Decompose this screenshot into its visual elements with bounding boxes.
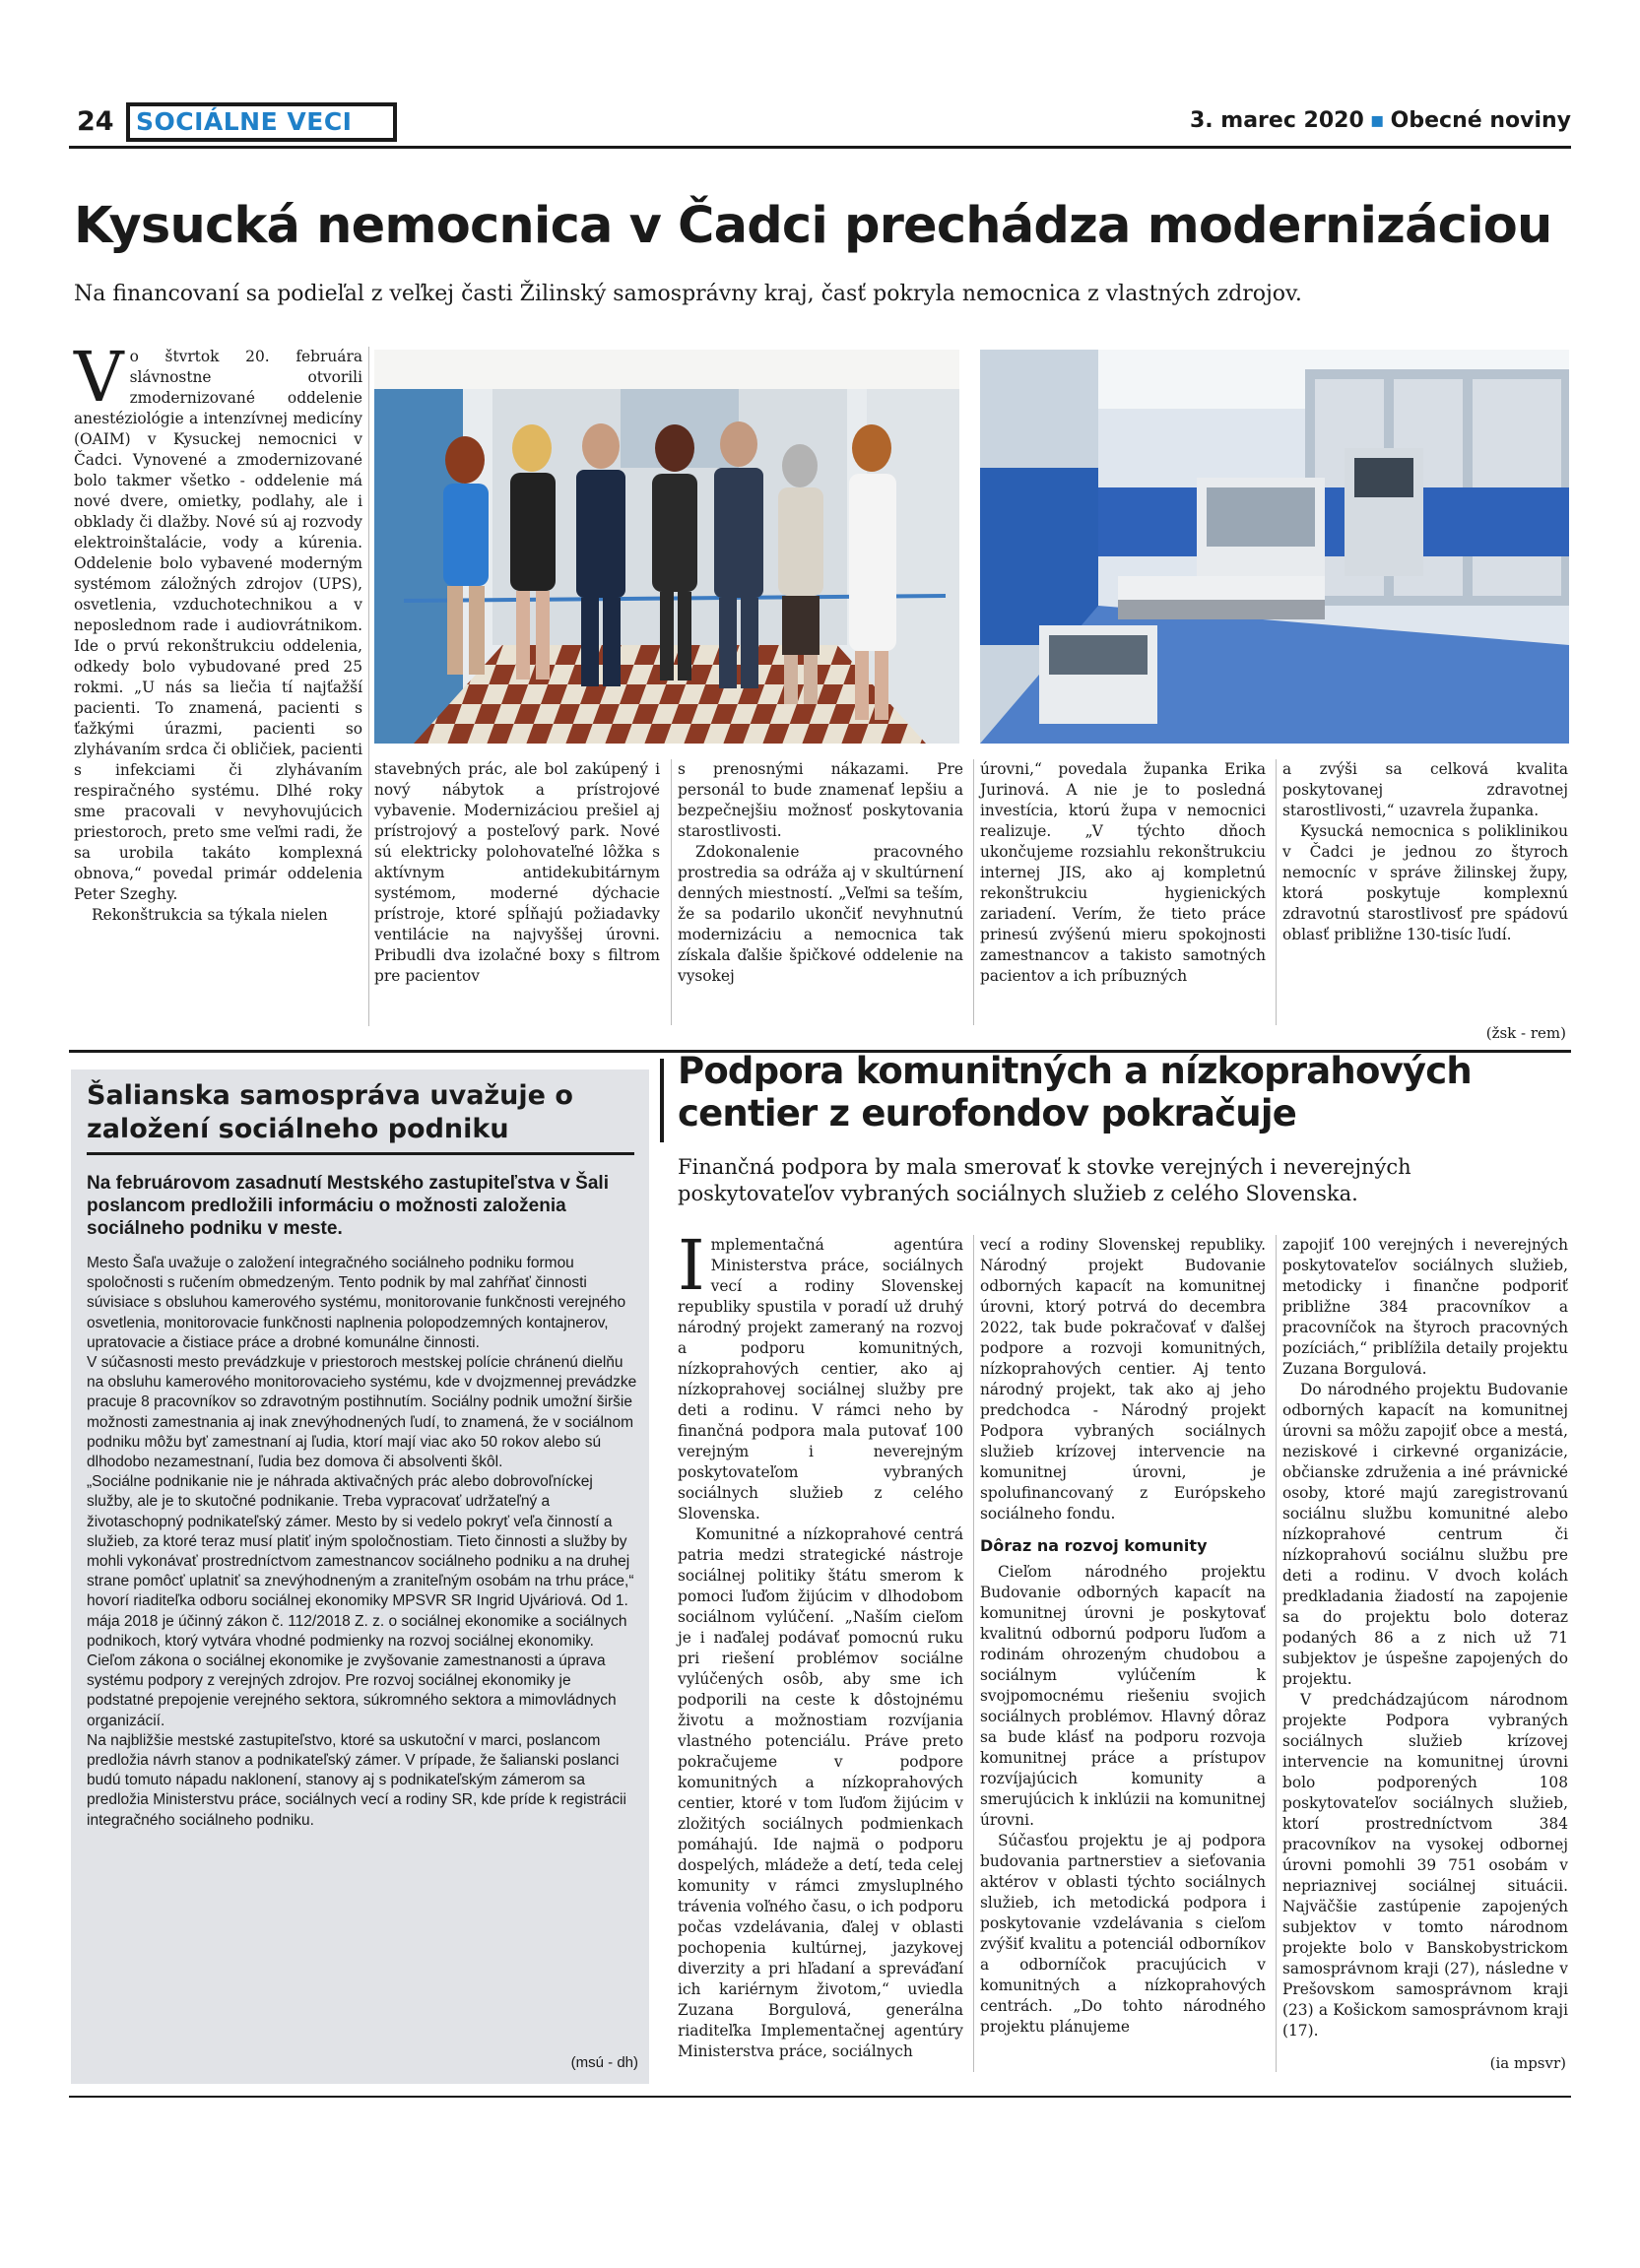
article2-paragraph: V predchádzajúcom národnom projekte Podpora vybraných sociálnych služieb krízovej intervencie na komunitnej úrovni bolo podporených 108 poskytovateľov sociálnych služieb, ktorí prostredníctvom 384 pracovníkov na vysokej odbornej úrovni pomohli 39 751 osobám v nepriaznivej sociálnej situácii. Najväčšie zastúpenie zapojených subjektov v tomto národnom projekte bolo v Banskobystrickom samosprávnom kraji (27), následne v Prešovskom samosprávnom kraji (23) a Košickom samosprávnom kraji (17). (1282, 1691, 1568, 2040)
article1-paragraph: o štvrtok 20. februára slávnostne otvorili zmodernizované oddelenie anestéziológie a intenzívnej medicíny (OAIM) v Kysuckej nemocnici v Čadci. Vynovené a zmodernizované bolo takmer všetko - oddelenie má nové dvere, omietky, podlahy, ale i obklady či dlažby. Nové sú aj rozvody elektroinštalácie, vody a kúrenia. Oddelenie bolo vybavené moderným systémom záložných zdrojov (UPS), osvetlenia, vzduchotechnikou a v neposlednom rade i audiovrátnikom. Ide o prvú rekonštrukciu oddelenia, odkedy bolo vybudované pred 25 rokmi. „U nás sa liečia tí najťažší pacienti. To znamená, pacienti s ťažkými úrazmi, pacienti so zlyhávaním srdca či obličiek, pacienti s infekciami či zlyhávaním respiračného systému. Dlhé roky sme pracovali v nevyhovujúcich priestoroch, preto sme veľmi radi, že sa urobila takáto komplexná obnova,“ povedal primár oddelenia Peter Szeghy. (74, 348, 362, 903)
article1-paragraph: Rekonštrukcia sa týkala nielen (92, 906, 328, 924)
article1-paragraph: a zvýši sa celková kvalita poskytovanej zdravotnej starostlivosti,“ uzavrela županka. (1282, 760, 1568, 819)
article2-signature: (ia mpsvr) (1489, 2054, 1566, 2072)
box-article-title: Šalianska samospráva uvažuje o založení sociálneho podniku (87, 1080, 573, 1144)
article2-paragraph: mplementačná agentúra Ministerstva práce, sociálnych vecí a rodiny Slovenskej republiky spustila v poradí už druhý národný projekt zameraný na rozvoj a podporu komunitných, nízkoprahových centier, ako aj nízkoprahovej sociálnej služby pre deti a rodinu. V rámci neho by finančná podpora mala putovať 100 verejným i neverejným poskytovateľom vybraných sociálnych služieb z celého Slovenska. (678, 1236, 963, 1523)
issue-date: 3. marec 2020 (1189, 108, 1364, 133)
article2-column-3 (1282, 1235, 1568, 2041)
article1-paragraph: s prenosnými nákazami. Pre personál to bude znamenať lepšiu a bezpečnejšiu možnosť poskytovania starostlivosti. (678, 760, 963, 840)
page-number: 24 (77, 106, 114, 137)
article2-column-2 (980, 1235, 1266, 2038)
title-accent-bar (660, 1059, 664, 1142)
column-divider (671, 759, 672, 1025)
article1-column-4 (980, 759, 1266, 987)
article2-paragraph: vecí a rodiny Slovenskej republiky. Národný projekt Budovanie odborných kapacít na komunitnej úrovni, ktorý potrvá do decembra 2022, tak bude pokračovať v ďalšej podpore a rozvoji komunitných, nízkoprahových centier. Aj tento národný projekt, tak ako aj jeho predchodca - Národný projekt Podpora vybraných sociálnych služieb krízovej intervencie na komunitnej úrovni, je spolufinancovaný z Európskeho sociálneho fondu. (980, 1236, 1266, 1523)
article1-column-2 (374, 759, 660, 987)
article2-subtitle: Finančná podpora by mala smerovať k stovke verejných i neverejných poskytovateľov vybraných sociálnych služieb z celého Slovenska. (678, 1155, 1411, 1205)
box-paragraph: V súčasnosti mesto prevádzkuje v priestoroch mestskej polície chránenú dielňu na obsluhu kamerového monitorovacieho systému, kde v dvojzmennej prevádzke pracuje 8 pracovníkov so zdravotným postihnutím. Sociálny podnik umožní širšie možnosti zamestnania aj inak znevýhodnených ľudí, to znamená, že v sociálnom podniku môžu byť zamestnaní aj ľudia, ktorí mají viac ako 50 rokov alebo sú dlhodobo nezamestnaní, ľudia bez domova či absolventi škôl. (87, 1354, 637, 1471)
article2-column-1 (678, 1225, 963, 2062)
column-divider (1276, 759, 1277, 1025)
header-rule (69, 146, 1571, 149)
publication-name: Obecné noviny (1390, 108, 1571, 133)
box-title-rule (87, 1152, 634, 1155)
issue-info (1190, 108, 1571, 133)
article1-paragraph: Kysucká nemocnica s poliklinikou v Čadci je jednou zo štyroch nemocníc v správe žilinskej župy, ktorá poskytuje komplexnú zdravotnú starostlivosť pre spádovú oblasť približne 130-tisíc ľudí. (1282, 822, 1568, 943)
bottom-rule (69, 2096, 1571, 2098)
hospital-room-photo (980, 350, 1569, 744)
box-article-lead: Na februárovom zasadnutí Mestského zastupiteľstva v Šali poslancom predložili informáciu o možnosti založenia sociálneho podniku v meste. (87, 1173, 609, 1239)
article1-title: Kysucká nemocnica v Čadci prechádza modernizáciou (74, 197, 1552, 255)
column-divider (1276, 1235, 1277, 2072)
article2-paragraph: Komunitné a nízkoprahové centrá patria medzi strategické nástroje sociálnej politiky štátu smerom k pomoci ľuďom žijúcim v dlhodobom sociálnom vylúčení. „Naším cieľom je i naďalej podávať pomocnú ruku pri riešení problémov sociálne vylúčených osôb, aby sme ich podporili na ceste k dôstojnému životu a možnostiam rozvíjania vlastného potenciálu. Práve preto pokračujeme v podpore komunitných a nízkoprahových centier, ktoré v tom ľuďom žijúcim v zložitých sociálnych podmienkach pomáhajú. Ide najmä o podporu dospelých, mládeže a detí, teda celej komunity v rámci zmysluplného trávenia voľného času, o ich podporu počas vzdelávania, ďalej v oblasti pochopenia kultúrnej, jazykovej diverzity a pri hľadaní a spreváďaní ich kariérnym životom,“ uviedla Zuzana Borgulová, generálna riaditeľka Implementačnej agentúry Ministerstva práce, sociálnych (678, 1525, 963, 2060)
article1-signature: (žsk - rem) (1485, 1024, 1566, 1042)
article2-paragraph: Súčasťou projektu je aj podpora budovania partnerstiev a sieťovania aktérov v oblasti týchto sociálnych služieb, ich metodická podpora i poskytovanie vzdelávania s cieľom zvýšiť kvalitu a potenciál odborníkov a odborníčok pracujúcich v komunitných a nízkoprahových centrách. „Do tohto národného projektu plánujeme (980, 1832, 1266, 2036)
box-paragraph: „Sociálne podnikanie nie je náhrada aktivačných prác alebo dobrovoľníckej služby, ale je to skutočné podnikanie. Treba vypracovať udržateľný a životaschopný podnikateľský zámer. Mesto by si vedelo pokryť veľa činností a služieb, za ktoré teraz musí platiť iným spoločnostiam. Tieto činnosti a služby by mohli vykonávať prostredníctvom zamestnancov sociálneho podniku a na druhej strane pomôcť uplatniť sa znevýhodneným a zraniteľným osobám na trhu práce,“ hovorí riaditeľka odboru sociálnej ekonomiky MPSVR SR Ingrid Ujváriová. Od 1. mája 2018 je účinný zákon č. 112/2018 Z. z. o sociálnej ekonomike a sociálnych podnikoch, ktorý vytvára vhodné podmienky na rozvoj sociálnej ekonomiky. Cieľom zákona o sociálnej ekonomike je zvyšovanie zamestnanosti a úprava systému podpory z verejných zdrojov. Pre rozvoj sociálnej ekonomiky je podstatné prepojenie verejného sektora, súkromného sektora a mimovládnych organizácií. (87, 1473, 634, 1729)
article1-column-3 (678, 759, 963, 987)
drop-cap: V (74, 337, 124, 418)
ribbon-cutting-photo (374, 350, 959, 744)
separator-dot: ▪ (1369, 108, 1385, 133)
box-article-signature: (msú - dh) (570, 2054, 638, 2071)
article1-paragraph: stavebných prác, ale bol zakúpený i nový nábytok a prístrojové vybavenie. Modernizáciou prešiel aj prístrojový a posteľový park. Nové sú elektricky polohovateľné lôžka s aktívnym antidekubitárnym systémom, moderné dýchacie prístroje, ktoré spĺňajú požiadavky ventilácie na najvyššej úrovni. Pribudli dva izolačné boxy s filtrom pre pacientov (374, 760, 660, 985)
box-article-body (87, 1254, 640, 1831)
box-paragraph: Na najbližšie mestské zastupiteľstvo, ktoré sa uskutoční v marci, poslancom predložia návrh stanov a podnikateľský zámer. V prípade, že šalianski poslanci budú tomuto nápadu naklonení, stanovy aj s podnikateľským zámerom sa predložia Ministerstvu práce, sociálnych vecí a rodiny SR, kde príde k registrácii integračného sociálneho podniku. (87, 1731, 626, 1829)
article1-column-5 (1282, 759, 1568, 945)
article1-paragraph: úrovni,“ povedala županka Erika Jurinová. A nie je to posledná investícia, ktorú župa v nemocnici realizuje. „V týchto dňoch ukončujeme rozsiahlu rekonštrukciu internej JIS, ako aj kompletnú rekonštrukciu hygienických zariadení. Verím, že tieto práce prinesú zvýšenú mieru spokojnosti zamestnancov a takisto samotných pacientov a ich príbuzných (980, 760, 1266, 985)
article1-column-1 (74, 337, 362, 926)
article1-paragraph: Zdokonalenie pracovného prostredia sa odráža aj v skultúrnení denných miestností. „Veľmi sa teším, že sa podarilo ukončiť nevyhnutnú modernizáciu a nemocnica tak získala ďalšie špičkové oddelenie na vysokej (678, 843, 963, 985)
article2-title: Podpora komunitných a nízkoprahových centier z eurofondov pokračuje (678, 1050, 1472, 1134)
article2-paragraph: zapojiť 100 verejných i neverejných poskytovateľov sociálnych služieb, metodicky i finančne podporiť približne 384 pracovníkov a pracovníčok na štyroch pracovných pozíciách,“ priblížila detaily projektu Zuzana Borgulová. (1282, 1236, 1568, 1378)
article1-subtitle: Na financovaní sa podieľal z veľkej časti Žilinský samosprávny kraj, časť pokryla nemocnica z vlastných zdrojov. (74, 282, 1302, 306)
drop-cap: I (678, 1225, 705, 1306)
column-divider (973, 759, 974, 1025)
column-divider (973, 1235, 974, 2072)
article2-subhead: Dôraz na rozvoj komunity (980, 1536, 1208, 1555)
article2-paragraph: Do národného projektu Budovanie odborných kapacít na komunitnej úrovni sa môžu zapojiť obce a mestá, neziskové i cirkevné organizácie, občianske združenia a iné právnické osoby, ktoré majú zaregistrovanú sociálnu službu komunitné alebo nízkoprahové centrum či nízkoprahovú sociálnu službu pre deti a rodinu. V dvoch kolách predkladania žiadostí na zapojenie sa do projektu bolo doteraz podaných 86 a z nich už 71 subjektov je úspešne zapojených do projektu. (1282, 1381, 1568, 1688)
section-label: SOCIÁLNE VECI (126, 102, 397, 142)
article2-paragraph: Cieľom národného projektu Budovanie odborných kapacít na komunitnej úrovni je poskytovať kvalitnú odbornú podporu ľuďom a rodinám ohrozeným chudobou a sociálnym vylúčením k svojpomocnému riešeniu svojich sociálnych problémov. Hlavný dôraz sa bude klásť na podporu rozvoja komunitnej práce a prístupov rozvíjajúcich komunity a smerujúcich k inklúzii na komunitnej úrovni. (980, 1563, 1266, 1829)
box-paragraph: Mesto Šaľa uvažuje o založení integračného sociálneho podniku formou spoločnosti s ručením obmedzeným. Tento podnik by mal zahŕňať činnosti súvisiace s obsluhou kamerového systému, monitorovanie funkčnosti verejného osvetlenia, monitorovacie funkčnosti naplnenia polopodzemných kontajnerov, upratovacie a čistiace práce a drobné komunálne činnosti. (87, 1255, 626, 1351)
column-divider (368, 347, 369, 1026)
